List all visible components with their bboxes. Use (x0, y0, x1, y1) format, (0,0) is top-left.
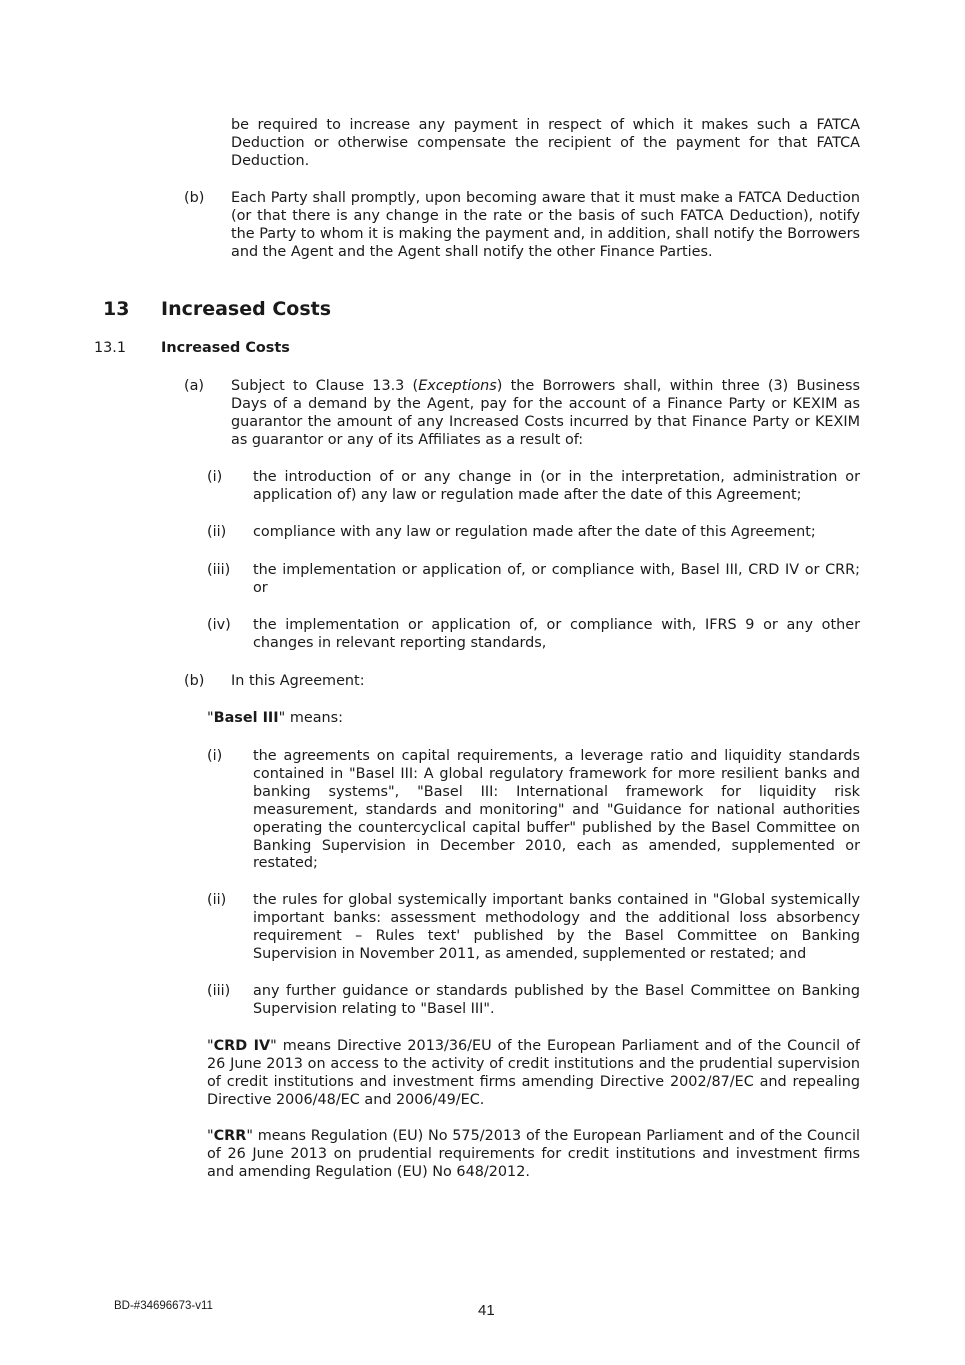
section-title: Increased Costs (161, 298, 332, 320)
page-number: 41 (478, 1302, 495, 1319)
para-a-item-text: the implementation or application of, or compliance with, IFRS 9 or any other changes in relevant reporting standards, (253, 617, 860, 651)
document-reference: BD-#34696673-v11 (114, 1300, 213, 1312)
intro-b-paragraph: Each Party shall promptly, upon becoming aware that it must make a FATCA Deduction (or that there is any change in the rate or the basis of such FATCA Deduction), notify the Party to whom it is making the payment and, in addition, shall notify the Borrowers and the Agent and the Agent shall notify the other Finance Parties. (231, 190, 860, 260)
para-a-post: ) the Borrowers shall, within three (3) Business Days of a demand by the Agent, pay for the account of a Finance Party or KEXIM as guarantor the amount of any Increased Costs incurred by that Finance Party or KEXIM as guarantor or any of its Affiliates as a result of: (231, 378, 860, 448)
basel-item-text: the agreements on capital requirements, a leverage ratio and liquidity standards contained in "Basel III: A global regulatory framework for more resilient banks and banking systems", "Basel III: International framework for liquidity risk measurement, standards and monitoring" and "Guidance for national authorities operating the countercyclical capital buffer" published by the Basel Committee on Banking Supervision in December 2010, each as amended, supplemented or restated; (253, 748, 860, 872)
para-a-item-label: (iv) (207, 617, 231, 633)
intro-b-label: (b) (184, 190, 205, 206)
basel-item-label: (i) (207, 748, 223, 764)
crd-iv-text: " means Directive 2013/36/EU of the European Parliament and of the Council of 26 June 2013 on access to the activity of credit institutions and the prudential supervision of credit institutions and investment firms amending Directive 2002/87/EC and repealing Directive 2006/48/EC and 2006/49/EC. (207, 1038, 860, 1108)
para-a-pre: Subject to Clause 13.3 ( (231, 378, 419, 394)
para-a-item-text: compliance with any law or regulation made after the date of this Agreement; (253, 524, 816, 540)
clause-number: 13.1 (94, 340, 127, 356)
basel-iii-term: Basel III (213, 710, 279, 726)
para-a-label: (a) (184, 378, 205, 394)
para-b-label: (b) (184, 673, 205, 689)
clause-title: Increased Costs (161, 340, 290, 356)
section-number: 13 (103, 298, 130, 320)
crr-definition (207, 1128, 860, 1182)
intro-continuation-paragraph: be required to increase any payment in respect of which it makes such a FATCA Deduction or otherwise compensate the recipient of the payment for that FATCA Deduction. (231, 117, 860, 169)
basel-item-text: the rules for global systemically important banks contained in "Global systemically important banks: assessment methodology and the additional loss absorbency requirement – Rules text' published by the Basel Committee on Banking Supervision in November 2011, as amended, supplemented or restated; and (253, 892, 860, 962)
para-a-item-label: (ii) (207, 524, 227, 540)
basel-iii-definition-heading (207, 710, 860, 728)
para-a-paragraph (231, 378, 860, 450)
para-a-item-text: the implementation or application of, or compliance with, Basel III, CRD IV or CRR; or (253, 562, 860, 596)
crr-text: " means Regulation (EU) No 575/2013 of the European Parliament and of the Council of 26 June 2013 on prudential requirements for credit institutions and investment firms and amending Regulation (EU) No 648/2012. (207, 1128, 860, 1180)
open-quote: " (207, 1038, 214, 1054)
exceptions-reference: Exceptions (418, 378, 497, 394)
para-a-item-label: (i) (207, 469, 223, 485)
basel-item-label: (ii) (207, 892, 227, 908)
open-quote: " (207, 1128, 214, 1144)
basel-item-label: (iii) (207, 983, 231, 999)
para-b-text: In this Agreement: (231, 673, 365, 689)
open-quote: " (207, 710, 214, 726)
para-a-item-text: the introduction of or any change in (or in the interpretation, administration or application of) any law or regulation made after the date of this Agreement; (253, 469, 860, 503)
basel-iii-means: " means: (278, 710, 343, 726)
crd-iv-term: CRD IV (213, 1038, 271, 1054)
basel-item-text: any further guidance or standards published by the Basel Committee on Banking Supervision relating to "Basel III". (253, 983, 860, 1017)
para-a-item-label: (iii) (207, 562, 231, 578)
crd-iv-definition (207, 1038, 860, 1110)
crr-term: CRR (213, 1128, 247, 1144)
